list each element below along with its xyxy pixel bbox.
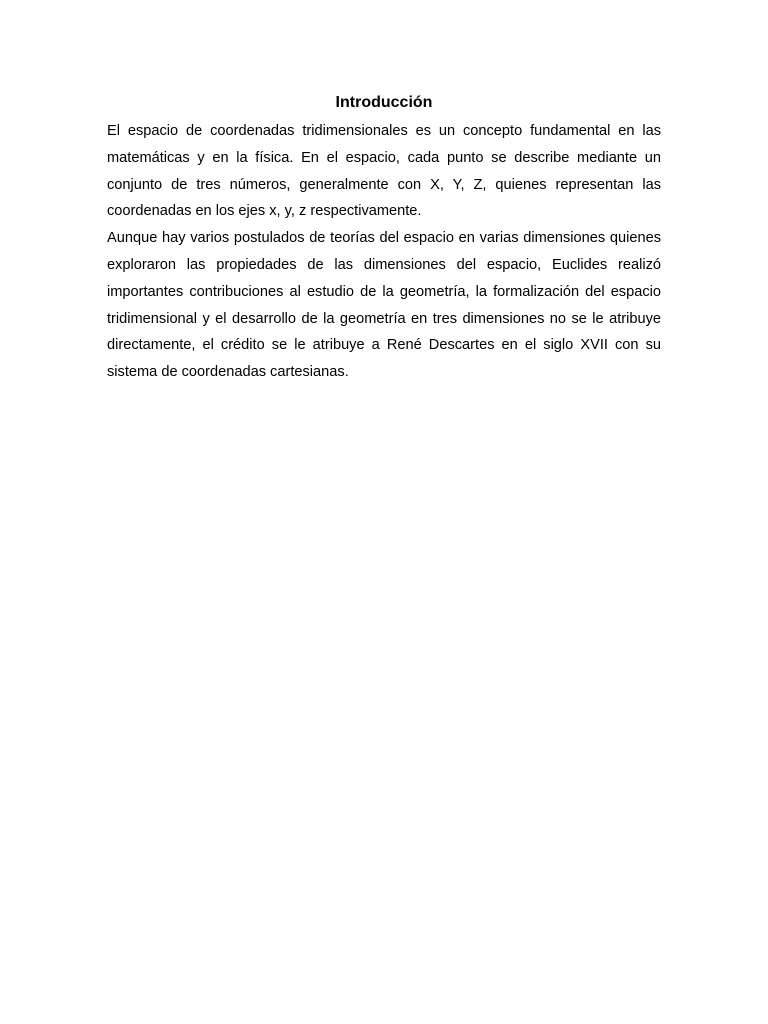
paragraph-history: Aunque hay varios postulados de teorías del espacio en varias dimensiones quienes exploraron las propiedades de las dimensiones del espacio, Euclides realizó importantes contribuciones al estudio de la geometría, la formalización del espacio tridimensional y el desarrollo de la geometría en tres dimensiones no se le atribuye directamente, el crédito se le atribuye a René Descartes en el siglo XVII con su sistema de coordenadas cartesianas. — [107, 230, 661, 381]
document-body — [107, 91, 661, 386]
paragraph-coordinate-space: El espacio de coordenadas tridimensionales es un concepto fundamental en las matemáticas y en la física. En el espacio, cada punto se describe mediante un conjunto de tres números, generalmente con X, Y, Z, quienes representan las coordenadas en los ejes x, y, z respectivamente. — [107, 123, 661, 220]
document-title: Introducción — [335, 94, 433, 111]
